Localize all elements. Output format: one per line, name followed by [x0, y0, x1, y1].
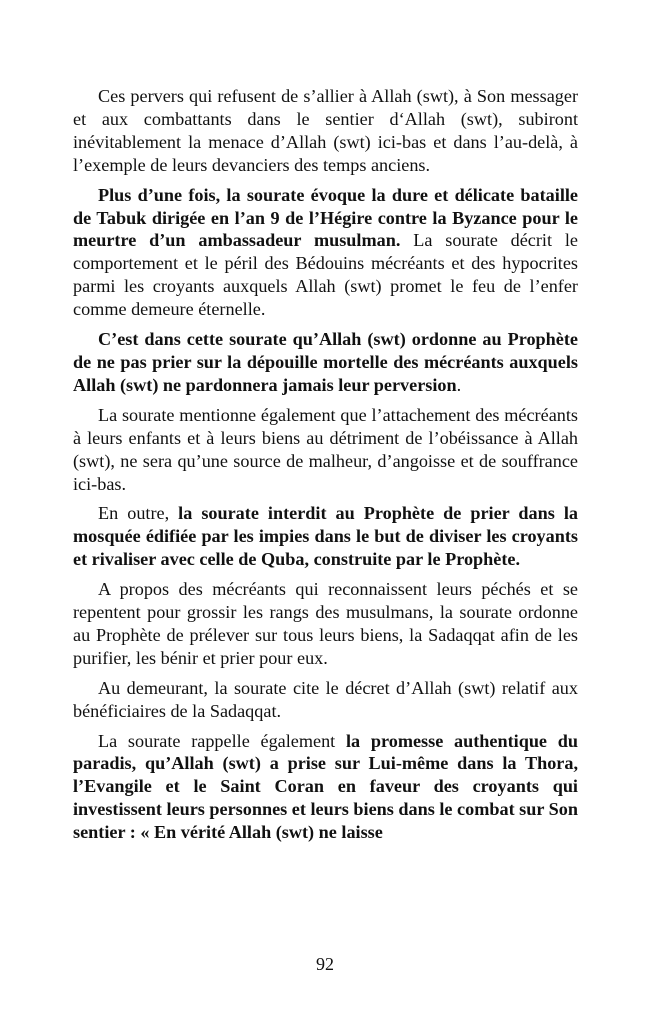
paragraph-5	[73, 502, 578, 571]
paragraph-1	[73, 85, 578, 177]
paragraph-6	[73, 578, 578, 670]
paragraph-2-bold-text: Plus d’une fois, la sourate évoque la dure et délicate bataille de Tabuk dirigée en l’an 9 de l’Hégire contre la Byzance pour le meurtre d’un ambassadeur musulman.	[73, 184, 578, 251]
paragraph-8	[73, 730, 578, 845]
paragraph-8-text: La sourate rappelle également	[98, 730, 346, 751]
page-body	[73, 85, 578, 851]
paragraph-7	[73, 677, 578, 723]
page-number: 92	[316, 954, 334, 974]
paragraph-7-text: Au demeurant, la sourate cite le décret d’Allah (swt) relatif aux bénéficiaires de la Sadaqqat.	[73, 677, 578, 721]
paragraph-4-text: La sourate mentionne également que l’attachement des mécréants à leurs enfants et à leurs biens au détriment de l’obéissance à Allah (swt), ne sera qu’une source de malheur, d’angoisse et de souffrance ici-bas.	[73, 404, 578, 494]
paragraph-1-text: Ces pervers qui refusent de s’allier à Allah (swt), à Son messager et aux combattants dans le sentier d‘Allah (swt), subiront inévitablement la menace d’Allah (swt) ici-bas et dans l’au-delà, à l’exemple de leurs devanciers des temps anciens.	[73, 86, 578, 175]
paragraph-2	[73, 184, 578, 321]
paragraph-4	[73, 404, 578, 496]
paragraph-3	[73, 328, 578, 397]
paragraph-3-text: .	[456, 374, 462, 395]
paragraph-5-bold-text: la sourate interdit au Prophète de prier dans la mosquée édifiée par les impies dans le but de diviser les croyants et rivaliser avec celle de Quba, construite par le Prophète.	[73, 503, 578, 570]
paragraph-8-bold-text: la promesse authentique du paradis, qu’Allah (swt) a prise sur Lui-même dans la Thora, l’Evangile et le Saint Coran en faveur des croyants qui investissent leurs personnes et leurs biens dans le combat sur Son sentier : « En vérité Allah (swt) ne laisse	[73, 730, 578, 843]
paragraph-6-text: A propos des mécréants qui reconnaissent leurs péchés et se repentent pour grossir les rangs des musulmans, la sourate ordonne au Prophète de prélever sur tous leurs biens, la Sadaqqat afin de les purifier, les bénir et prier pour eux.	[73, 579, 578, 668]
paragraph-5-text: En outre,	[98, 503, 179, 524]
paragraph-3-bold-text: C’est dans cette sourate qu’Allah (swt) ordonne au Prophète de ne pas prier sur la dépouille mortelle des mécréants auxquels Allah (swt) ne pardonnera jamais leur perversion	[73, 329, 578, 395]
paragraph-2-text: La sourate décrit le comportement et le péril des Bédouins mécréants et des hypocrites parmi les croyants auxquels Allah (swt) promet le feu de l’enfer comme demeure éternelle.	[73, 230, 578, 320]
